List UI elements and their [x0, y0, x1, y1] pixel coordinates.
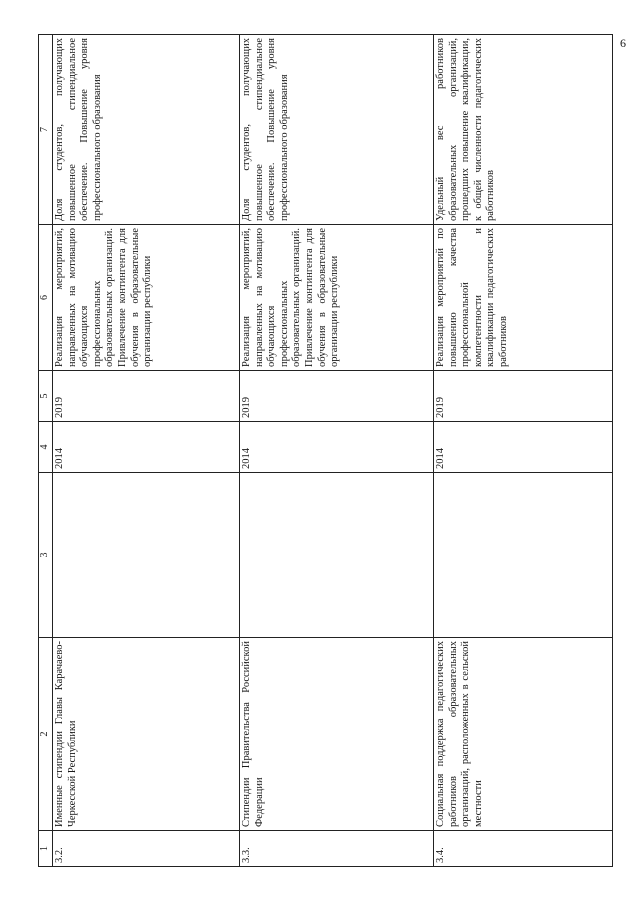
- indicator: Доля студентов, получающих повышенное стипендиальное обеспечение. Повышение уровня профессионального образования: [53, 35, 240, 225]
- executor-cell: [53, 473, 240, 638]
- table-row: [53, 35, 240, 867]
- col-number-3: 3: [39, 473, 53, 638]
- expected-result: Реализация мероприятий, направленных на мотивацию обучающихся профессиональных образовательных организаций. Привлечение контингента для обучения в образовательные организации республики: [53, 225, 240, 371]
- measure-name: Стипендии Правительства Российской Федерации: [240, 638, 434, 831]
- col-number-7: 7: [39, 35, 53, 225]
- row-number: 3.3.: [240, 831, 434, 867]
- row-number: 3.2.: [53, 831, 240, 867]
- start-year: 2014: [53, 422, 240, 473]
- measure-name: Социальная поддержка педагогических работников образовательных организаций, расположенных в сельской местности: [434, 638, 613, 831]
- executor-cell: [240, 473, 434, 638]
- indicator: Удельный вес работников образовательных организаций, прошедших повышение квалификации, к общей численности педагогических работников: [434, 35, 613, 225]
- col-number-2: 2: [39, 638, 53, 831]
- start-year: 2014: [240, 422, 434, 473]
- table-row: [240, 35, 434, 867]
- table-row: [434, 35, 613, 867]
- end-year: 2019: [53, 371, 240, 422]
- indicator: Доля студентов, получающих повышенное стипендиальное обеспечение. Повышение уровня профессионального образования: [240, 35, 434, 225]
- col-number-5: 5: [39, 371, 53, 422]
- measure-name: Именные стипендии Главы Карачаево-Черкесской Республики: [53, 638, 240, 831]
- program-table: [38, 34, 613, 867]
- page-number: 6: [620, 36, 626, 50]
- executor-cell: [434, 473, 613, 638]
- col-number-6: 6: [39, 225, 53, 371]
- col-number-4: 4: [39, 422, 53, 473]
- rotated-page: [38, 35, 613, 867]
- column-number-row: [39, 35, 53, 867]
- expected-result: Реализация мероприятий по повышению качества профессиональной компетентности и квалификации педагогических работников: [434, 225, 613, 371]
- row-number: 3.4.: [434, 831, 613, 867]
- expected-result: Реализация мероприятий, направленных на мотивацию обучающихся профессиональных образовательных организаций. Привлечение контингента для обучения в образовательные организации республики: [240, 225, 434, 371]
- start-year: 2014: [434, 422, 613, 473]
- end-year: 2019: [240, 371, 434, 422]
- end-year: 2019: [434, 371, 613, 422]
- col-number-1: 1: [39, 831, 53, 867]
